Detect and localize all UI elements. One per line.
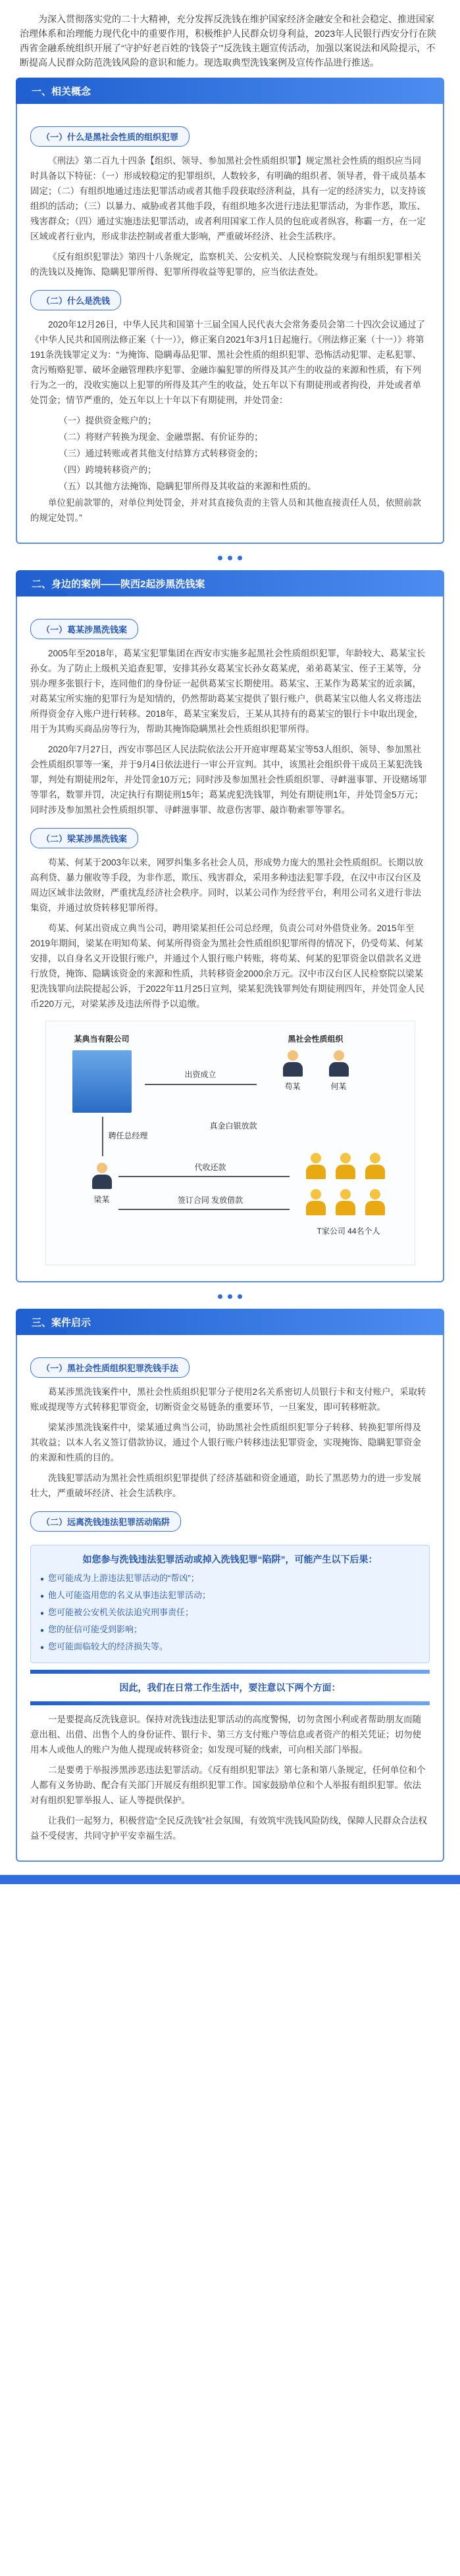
section-cases [16, 578, 444, 1282]
arrow [118, 1176, 290, 1177]
paragraph: 2020年7月27日，西安市鄠邑区人民法院依法公开开庭审理葛某宝等53人组织、领导、参加黑社会性质组织罪等一案，并于9月4日依法进行一审公开宣判。其中，该黑社会组织骨干成员王某犯洗钱罪，判处有期徒刑2年，并处罚金10万元；同时涉及参加黑社会性质组织罪、寻衅滋事罪、开设赌场罪等罪名，数罪并罚，决定执行有期徒刑15年；葛某虎犯洗钱罪，判处有期徒刑1年，并处罚金5万元；同时涉及参加黑社会性质组织罪、寻衅滋事罪、故意伤害罪、敲诈勒索罪等罪名。 [30, 744, 428, 815]
paragraph: 让我们一起努力，积极营造“全民反洗钱”社会氛围，有效筑牢洗钱风险防线，保障人民群众合法权益不受侵害，共同守护平安幸福生活。 [30, 1816, 427, 1841]
paragraph: 2005年至2018年，葛某宝犯罪集团在西安市实施多起黑社会性质组织犯罪，年龄较大、葛某宝长孙女。为了防止上级机关追查犯罪，安排其孙女葛某宝长孙女葛某虎，弟弟葛某宝、侄子王某等，分别办理多张银行卡，连同他们的身份证一起供葛某宝长期使用。葛某宝、王某作为葛某宝的近亲属，对葛某宝所实施的犯罪行为是知情的，仍然帮助葛某宝提供了银行账户，供葛某宝以他人名义将违法所得资金存入账户进行转移。2018年，葛某宝案发后，王某从其持有的葛某宝的银行卡中取出现金，用于为其购买商品房等行为，帮助其掩饰隐瞒黑社会性质组织犯罪所得。 [30, 648, 426, 734]
subheading: （二）什么是洗钱 [30, 290, 121, 310]
consequences-title: 如您参与洗钱违法犯罪活动或掉入洗钱犯罪“陷阱”，可能产生以下后果： [82, 1554, 378, 1565]
arrow-label: 代收还款 [194, 1163, 226, 1172]
person-icon [365, 1189, 385, 1215]
list-item: （二）将财产转换为现金、金融票据、有价证券的； [59, 432, 263, 442]
company-label: 某典当有限公司 [74, 1034, 130, 1044]
paragraph: 《刑法》第二百九十四条【组织、领导、参加黑社会性质组织罪】规定黑社会性质的组织应当同时具备以下特征：（一）形成较稳定的犯罪组织，人数较多，有明确的组织者、领导者，骨干成员基本固定；（二）有组织地通过违法犯罪活动或者其他手段获取经济利益，具有一定的经济实力，以支持该组织的活动；（三）以暴力、威胁或者其他手段，有组织地多次进行违法犯罪活动，为非作恶，欺压、残害群众；（四）通过实施违法犯罪活动，或者利用国家工作人员的包庇或者纵容，称霸一方，在一定区域或者行业内，形成非法控制或者重大影响，严重破坏经济、社会生活秩序。 [30, 156, 426, 241]
paragraph: 苟某、何某出资成立典当公司，聘用梁某担任公司总经理，负责公司对外借贷业务。2015年至2019年期间，梁某在明知苟某、何某所得资金为黑社会性质组织犯罪所得的情况下，仍受苟某、何某安排，以自身名义开设银行账户，并通过个人银行账户转账，将苟某、何某的犯罪资金以借款名义进行放贷，掩饰、隐瞒该资金的来源和性质，共转移资金2000余万元。汉中市汉台区人民检察院以梁某犯洗钱罪向法院提起公诉，于2022年11月25日宣判，梁某犯洗钱罪判处有期徒刑四年，并处罚金人民币220万元，对梁某涉及违法所得予以追缴。 [30, 923, 425, 1009]
building-icon [72, 1050, 132, 1113]
subheading: （二）梁某涉黑洗钱案 [30, 828, 138, 848]
person-icon [306, 1153, 326, 1179]
person-icon [336, 1189, 355, 1215]
divider-dots [0, 1290, 460, 1302]
subheading: （一）什么是黑社会性质的组织犯罪 [30, 126, 190, 147]
case-diagram [45, 1021, 415, 1265]
divider-dots [0, 552, 460, 564]
section-header [16, 1309, 444, 1335]
subheading: （一）黑社会性质组织犯罪洗钱手法 [30, 1357, 190, 1378]
person-icon [365, 1153, 385, 1179]
consequence-item: ● 您可能被公安机关依法追究刑事责任； [40, 1605, 420, 1622]
intro-text: 为深入贯彻落实党的二十大精神，充分发挥反洗钱在维护国家经济金融安全和社会稳定、推进国家治理体系和治理能力现代化中的重要作用，积极维护人民群众切身利益，2023年人民银行西安分行在陕西省金融系统组织开展了“守护好老百姓的‘钱袋子’”反洗钱主题宣传活动，加强以案说法和风险提示，不断提高人民群众防范洗钱风险的意识和能力。现选取典型洗钱案例及宣传作品进行推送。 [20, 14, 437, 68]
arrow [145, 1084, 257, 1085]
consequences-box [30, 1545, 430, 1663]
paragraph: 单位犯前款罪的，对单位判处罚金，并对其直接负责的主管人员和其他直接责任人员，依照前款的规定处罚。” [30, 498, 421, 523]
list-item: （四）跨境转移资产的； [59, 465, 157, 475]
gang-label: 黑社会性质组织 [288, 1034, 344, 1044]
person-name: 苟某 [284, 1082, 301, 1091]
arrow-label: 签订合同 发放借款 [177, 1196, 243, 1205]
consequence-item: ● 您的征信可能受到影响； [40, 1622, 420, 1639]
list-item: （三）通过转账或者其他支付结算方式转移资金的； [59, 449, 263, 458]
section-title: 一、相关概念 [32, 86, 91, 97]
person-icon [92, 1163, 112, 1189]
paragraph: 葛某涉黑洗钱案件中，黑社会性质组织犯罪分子使用2名关系密切人员银行卡和支付账户，采取转账或提现等方式转移犯罪资金，切断资金交易链条的重要环节，一旦案发，即可转移赃款。 [30, 1387, 426, 1412]
section-header [16, 78, 444, 104]
person-icon [306, 1189, 326, 1215]
section-concepts [16, 85, 444, 544]
consequence-item: ● 您可能面临较大的经济损失等。 [40, 1639, 420, 1656]
person-name: 梁某 [93, 1195, 110, 1204]
subheading: （二）远离洗钱违法犯罪活动陷阱 [30, 1511, 181, 1532]
divider-bar [30, 1670, 430, 1674]
arrow-label: 出资成立 [184, 1070, 217, 1079]
person-icon [336, 1153, 355, 1179]
paragraph: 2020年12月26日，中华人民共和国第十三届全国人民代表大会常务委员会第二十四次会议通过了《中华人民共和国刑法修正案（十一）》，修正案自2021年3月1日起施行。《刑法修正案（十一）》将第191条洗钱罪定义为：“为掩饰、隐瞒毒品犯罪、黑社会性质的组织犯罪、恐怖活动犯罪、走私犯罪、贪污贿赂犯罪、破坏金融管理秩序犯罪、金融诈骗犯罪的所得及其产生的收益的来源和性质，有下列行为之一的，没收实施以上犯罪的所得及其产生的收益，处五年以下有期徒刑或者拘役，并处或者单处罚金；情节严重的，处五年以上十年以下有期徒刑，并处罚金： [30, 320, 426, 405]
consequence-item: ● 您可能成为上游违法犯罪活动的“帮凶”； [40, 1570, 420, 1588]
center-label: 真金白银放款 [209, 1121, 257, 1130]
section-header [16, 570, 444, 596]
arrow-label: 聘任总经理 [108, 1131, 148, 1140]
person-name: 何某 [330, 1082, 347, 1091]
subheading: （一）葛某涉黑洗钱案 [30, 619, 138, 639]
section-lessons [16, 1317, 444, 1862]
section-title: 三、案件启示 [32, 1317, 91, 1328]
person-icon [329, 1050, 349, 1077]
arrow [102, 1117, 103, 1156]
paragraph: 《反有组织犯罪法》第四十八条规定，监察机关、公安机关、人民检察院发现与有组织犯罪相关的洗钱以及掩饰、隐瞒犯罪所得、犯罪所得收益等犯罪的，应当依法查处。 [30, 252, 421, 277]
paragraph: 苟某、何某于2003年以来，网罗纠集多名社会人员，形成势力庞大的黑社会性质组织。长期以放高利贷、暴力催收等手段，为非作恶，欺压、残害群众，采用多种违法犯罪手段，在汉中市汉台区及周边区域非法敛财，严重扰乱经济社会秩序。同时，以某公司作为经营平台，利用公司名义进行非法集资，并通过放贷转移犯罪所得。 [30, 858, 424, 913]
person-icon [283, 1050, 303, 1077]
arrow [118, 1209, 290, 1210]
paragraph: 一是要提高反洗钱意识。保持对洗钱违法犯罪活动的高度警惕，切勿贪图小利或者帮助朋友而随意出租、出借、出售个人的身份证件、银行卡、第三方支付账户等信息或者资产的相关凭证；切勿使用本人或他人的账户为他人提现或转移资金；如发现可疑的线索，可向相关部门举报。 [30, 1714, 421, 1755]
paragraph: 洗钱犯罪活动为黑社会性质组织犯罪提供了经济基础和资金通道，助长了黑恶势力的进一步发展壮大，严重破坏经济、社会生活秩序。 [30, 1473, 421, 1498]
list-item: （五）以其他方法掩饰、隐瞒犯罪所得及其收益的来源和性质的。 [59, 481, 317, 491]
borrowers-label: T家公司 44名个人 [317, 1227, 380, 1236]
paragraph: 梁某涉黑洗钱案件中，梁某通过典当公司，协助黑社会性质组织犯罪分子转移、转换犯罪所得及其收益；以本人名义签订借款协议，通过个人银行账户转移违法犯罪资金，实现掩饰、隐瞒犯罪资金的来源和性质的目的。 [30, 1422, 421, 1463]
divider-bar [30, 1701, 430, 1705]
consequence-item: ● 他人可能盗用您的名义从事违法犯罪活动； [40, 1588, 420, 1605]
advice-title: 因此，我们在日常工作生活中，要注意以下两个方面： [119, 1682, 341, 1693]
paragraph: 二是要勇于举报涉黑涉恶违法犯罪活动。《反有组织犯罪法》第七条和第八条规定，任何单位和个人都有义务协助、配合有关部门开展反有组织犯罪工作。国家鼓励单位和个人举报有组织犯罪。依法对有组织犯罪举报人、证人等提供保护。 [30, 1765, 426, 1805]
footer-band [0, 1875, 460, 1884]
list-item: （一）提供资金账户的； [59, 416, 157, 425]
section-title: 二、身边的案例——陕西2起涉黑洗钱案 [32, 579, 205, 590]
